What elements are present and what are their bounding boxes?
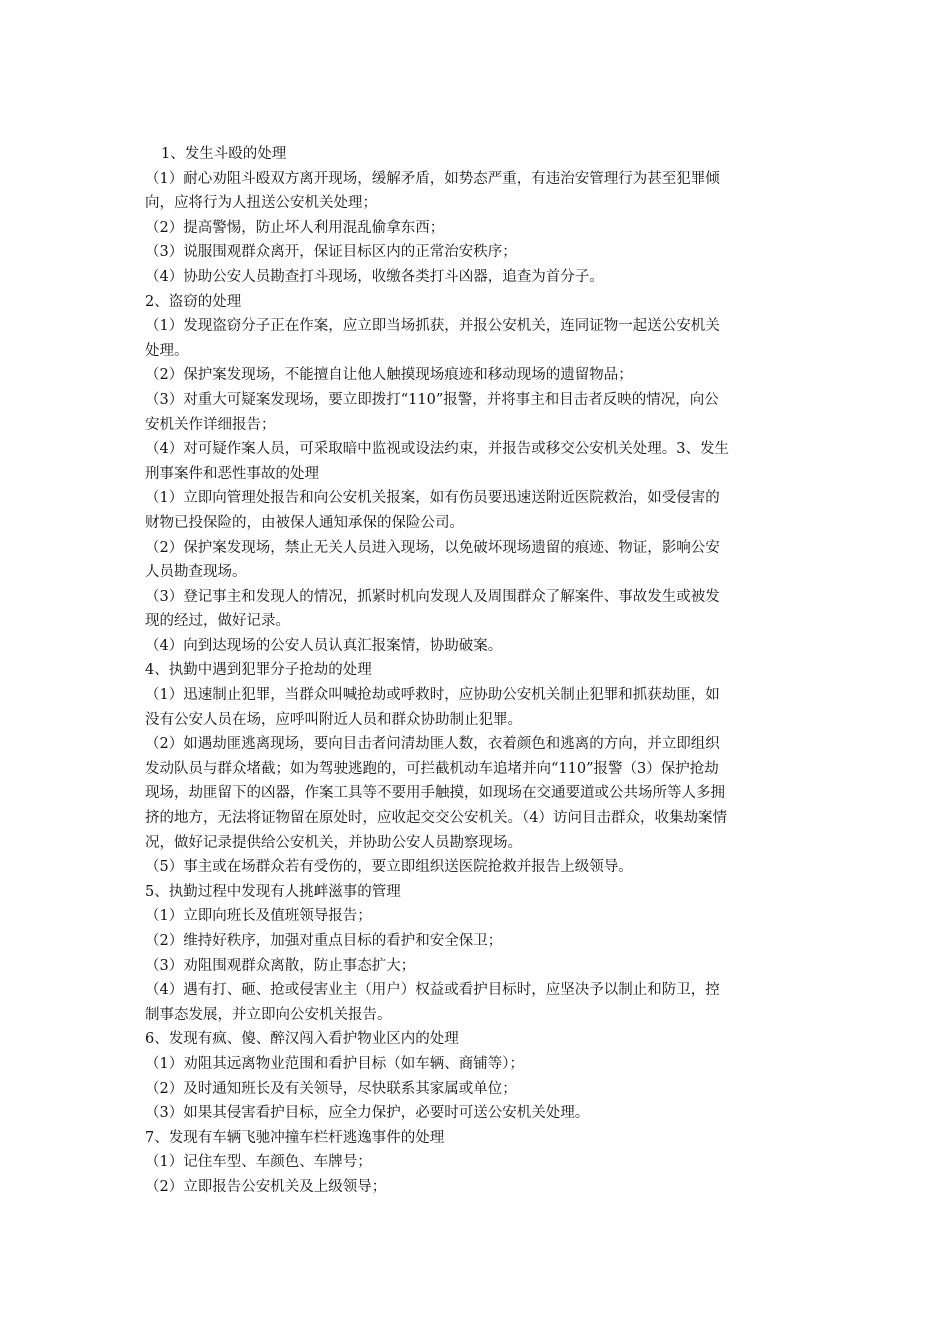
text-line: 向，应将行为人扭送公安机关处理； <box>145 195 377 212</box>
text-line: （3）劝阻围观群众离散，防止事态扩大； <box>145 957 416 974</box>
text-line: 刑事案件和恶性事故的处理 <box>145 465 319 482</box>
section-heading-4: 4、执勤中遇到犯罪分子抢劫的处理 <box>145 662 372 679</box>
text-line: 没有公安人员在场，应呼叫附近人员和群众协助制止犯罪。 <box>145 711 522 728</box>
text-line: （1）耐心劝阻斗殴双方离开现场，缓解矛盾，如势态严重，有违治安管理行为甚至犯罪倾 <box>145 170 720 187</box>
text-line: （2）立即报告公安机关及上级领导； <box>145 1178 387 1195</box>
text-line: （1）立即向班长及值班领导报告； <box>145 908 372 925</box>
section-heading-1: 1、发生斗殴的处理 <box>161 146 287 162</box>
text-line: 处理。 <box>145 342 189 359</box>
text-line: （2）保护案发现场，不能擅自让他人触摸现场痕迹和移动现场的遗留物品； <box>145 367 633 384</box>
text-line: 制事态发展，并立即向公安机关报告。 <box>145 1006 392 1023</box>
text-line: 财物已投保险的，由被保人通知承保的保险公司。 <box>145 514 464 531</box>
text-line: （1）立即向管理处报告和向公安机关报案，如有伤员要迅速送附近医院救治，如受侵害的 <box>145 490 720 507</box>
text-line: （5）事主或在场群众若有受伤的，要立即组织送医院抢救并报告上级领导。 <box>145 859 633 876</box>
text-line: （1）记住车型、车颜色、车牌号； <box>145 1154 372 1171</box>
text-line: （4）对可疑作案人员，可采取暗中监视或设法约束，并报告或移交公安机关处理。3、发生 <box>145 441 729 458</box>
text-line: （3）对重大可疑案发现场，要立即拨打“110”报警，并将事主和目击者反映的情况，向公 <box>145 391 719 408</box>
document-body <box>145 142 813 1200</box>
text-line: （3）如果其侵害看护目标，应全力保护，必要时可送公安机关处理。 <box>145 1105 590 1122</box>
text-line: 发动队员与群众堵截；如为驾驶逃跑的，可拦截机动车追堵并向“110”报警（3）保护抢劫 <box>145 760 719 777</box>
text-line: 现的经过，做好记录。 <box>145 613 290 630</box>
text-line: （4）遇有打、砸、抢或侵害业主（用户）权益或看护目标时，应坚决予以制止和防卫，控 <box>145 982 720 999</box>
text-line: （3）登记事主和发现人的情况，抓紧时机向发现人及周围群众了解案件、事故发生或被发 <box>145 588 720 605</box>
section-heading-5: 5、执勤过程中发现有人挑衅滋事的管理 <box>145 883 401 900</box>
text-line: （2）保护案发现场，禁止无关人员进入现场，以免破坏现场遗留的痕迹、物证，影响公安 <box>145 539 720 556</box>
text-line: （4）向到达现场的公安人员认真汇报案情，协助破案。 <box>145 637 503 654</box>
text-line: 人员勘查现场。 <box>145 564 247 581</box>
text-line: （1）发现盗窃分子正在作案，应立即当场抓获，并报公安机关，连同证物一起送公安机关 <box>145 318 720 335</box>
text-line: （1）劝阻其远离物业范围和看护目标（如车辆、商铺等）； <box>145 1055 524 1072</box>
text-line: （2）及时通知班长及有关领导，尽快联系其家属或单位； <box>145 1080 517 1097</box>
text-line: （2）提高警惕，防止坏人利用混乱偷拿东西； <box>145 219 445 236</box>
text-line: （2）如遇劫匪逃离现场，要向目击者问清劫匪人数，衣着颜色和逃离的方向，并立即组织 <box>145 736 720 753</box>
text-line: 安机关作详细报告； <box>145 416 276 433</box>
text-line: 挤的地方，无法将证物留在原处时，应收起交交公安机关。（4）访问目击群众，收集劫案情 <box>145 810 727 827</box>
text-line: （4）协助公安人员勘查打斗现场，收缴各类打斗凶器，追查为首分子。 <box>145 268 604 285</box>
text-line: （2）维持好秩序，加强对重点目标的看护和安全保卫； <box>145 933 503 949</box>
text-line: 况，做好记录提供给公安机关，并协助公安人员勘察现场。 <box>145 834 522 851</box>
text-line: （1）迅速制止犯罪，当群众叫喊抢劫或呼救时，应协助公安机关制止犯罪和抓获劫匪，如 <box>145 687 720 704</box>
text-line: 现场，劫匪留下的凶器，作案工具等不要用手触摸，如现场在交通要道或公共场所等人多拥 <box>145 785 725 802</box>
section-heading-6: 6、发现有疯、傻、醉汉闯入看护物业区内的处理 <box>145 1031 459 1048</box>
section-heading-2: 2、盗窃的处理 <box>145 293 242 310</box>
text-line: （3）说服围观群众离开，保证目标区内的正常治安秩序； <box>145 244 517 261</box>
section-heading-7: 7、发现有车辆飞驰冲撞车栏杆逃逸事件的处理 <box>145 1129 445 1146</box>
